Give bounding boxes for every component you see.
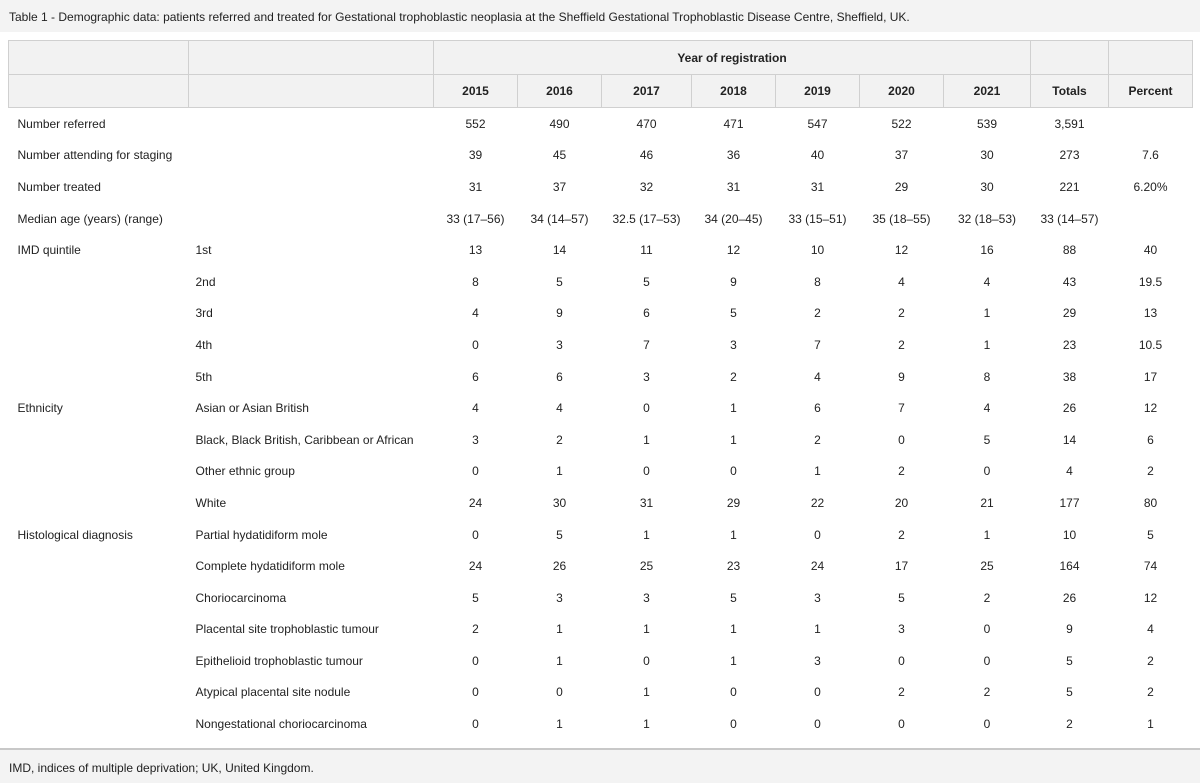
- percent-cell: 2: [1147, 653, 1154, 668]
- year-value-cell: 1: [556, 464, 563, 479]
- row-subcategory-cell: Placental site trophoblastic tumour: [195, 622, 379, 637]
- row-category-cell: [9, 329, 189, 361]
- year-value-cell: 25: [639, 559, 654, 574]
- year-value-cell: 2: [898, 464, 905, 479]
- year-header: 2016: [518, 75, 602, 108]
- percent-cell: 17: [1143, 369, 1158, 384]
- year-value-cell: 3: [643, 369, 650, 384]
- year-value-cell: 10: [810, 243, 825, 258]
- header-blank-6: [189, 75, 434, 108]
- year-header: 2015: [434, 75, 518, 108]
- year-value-cell: 2: [814, 432, 821, 447]
- percent-cell: 7.6: [1142, 148, 1159, 163]
- year-value-cell: 0: [814, 685, 821, 700]
- year-value-cell: 4: [556, 401, 563, 416]
- percent-cell: 12: [1143, 401, 1158, 416]
- total-cell: 23: [1062, 337, 1077, 352]
- row-subcategory-cell: Nongestational choriocarcinoma: [195, 717, 367, 732]
- row-category-cell: [9, 266, 189, 298]
- row-category-cell: [9, 708, 189, 740]
- table-caption: Table 1 - Demographic data: patients referred and treated for Gestational trophoblastic neoplasia at the Sheffield Gestational Trophoblastic Disease Centre, Sheffield, UK.: [0, 0, 1200, 32]
- table-row: [9, 614, 1193, 646]
- total-cell: 33 (14–57): [1040, 211, 1099, 226]
- year-value-cell: 1: [814, 464, 821, 479]
- table-row: [9, 140, 1193, 172]
- year-value-cell: 24: [468, 495, 483, 510]
- year-value-cell: 0: [814, 527, 821, 542]
- year-value-cell: 34 (20–45): [704, 211, 763, 226]
- year-value-cell: 490: [549, 116, 570, 131]
- row-category-cell: [9, 550, 189, 582]
- year-value-cell: 0: [730, 464, 737, 479]
- year-value-cell: 0: [643, 653, 650, 668]
- row-subcategory-cell: 2nd: [195, 274, 216, 289]
- year-value-cell: 24: [468, 559, 483, 574]
- year-header: 2018: [692, 75, 776, 108]
- year-value-cell: 1: [730, 653, 737, 668]
- year-value-cell: 8: [983, 369, 991, 384]
- percent-cell: 1: [1147, 717, 1154, 732]
- year-value-cell: 20: [894, 495, 909, 510]
- year-value-cell: 1: [556, 622, 563, 637]
- year-value-cell: 24: [810, 559, 825, 574]
- year-value-cell: 1: [643, 717, 650, 732]
- year-value-cell: 4: [983, 401, 991, 416]
- year-value-cell: 16: [980, 243, 994, 258]
- table-row: [9, 487, 1193, 519]
- year-value-cell: 5: [556, 274, 563, 289]
- row-subcategory-cell: Atypical placental site nodule: [195, 685, 351, 700]
- row-subcategory-cell: Epithelioid trophoblastic tumour: [195, 653, 363, 668]
- year-header: 2017: [602, 75, 692, 108]
- row-subcategory-cell: Asian or Asian British: [195, 401, 309, 416]
- row-category-cell: Number attending for staging: [17, 148, 173, 163]
- year-value-cell: 0: [983, 464, 991, 479]
- year-value-cell: 1: [983, 337, 991, 352]
- row-category-cell: Ethnicity: [17, 401, 63, 416]
- year-value-cell: 5: [643, 274, 650, 289]
- year-value-cell: 46: [639, 148, 654, 163]
- total-cell: 177: [1059, 495, 1080, 510]
- header-blank-3: [1031, 41, 1109, 75]
- year-value-cell: 21: [980, 495, 994, 510]
- year-value-cell: 1: [643, 622, 650, 637]
- year-value-cell: 1: [983, 527, 991, 542]
- total-cell: 14: [1062, 432, 1077, 447]
- year-value-cell: 0: [983, 622, 991, 637]
- year-value-cell: 36: [726, 148, 741, 163]
- year-value-cell: 0: [472, 717, 479, 732]
- year-value-cell: 45: [552, 148, 567, 163]
- total-cell: 221: [1059, 179, 1080, 194]
- row-subcategory-cell: [189, 140, 434, 172]
- year-value-cell: 0: [472, 527, 479, 542]
- total-cell: 273: [1059, 148, 1080, 163]
- table-container: [8, 40, 1192, 740]
- year-value-cell: 1: [730, 622, 737, 637]
- demographic-table: [8, 40, 1193, 740]
- year-value-cell: 4: [472, 306, 479, 321]
- table-row: [9, 329, 1193, 361]
- table-row: [9, 708, 1193, 740]
- row-category-cell: IMD quintile: [17, 243, 81, 258]
- year-value-cell: 3: [556, 590, 563, 605]
- year-value-cell: 5: [983, 432, 991, 447]
- year-value-cell: 5: [730, 306, 737, 321]
- total-cell: 2: [1066, 717, 1073, 732]
- row-category-cell: [9, 582, 189, 614]
- total-cell: 5: [1066, 685, 1073, 700]
- year-value-cell: 2: [814, 306, 821, 321]
- year-value-cell: 2: [472, 622, 479, 637]
- total-cell: 88: [1062, 243, 1077, 258]
- year-value-cell: 29: [726, 495, 741, 510]
- row-category-cell: [9, 361, 189, 393]
- year-value-cell: 2: [983, 590, 991, 605]
- header-blank-5: [9, 75, 189, 108]
- row-category-cell: [9, 487, 189, 519]
- year-header: 2019: [776, 75, 860, 108]
- year-value-cell: 8: [472, 274, 479, 289]
- year-value-cell: 0: [898, 432, 905, 447]
- year-value-cell: 37: [552, 179, 567, 194]
- percent-cell: 4: [1147, 622, 1154, 637]
- row-category-cell: [9, 645, 189, 677]
- year-value-cell: 6: [556, 369, 563, 384]
- row-subcategory-cell: Black, Black British, Caribbean or African: [195, 432, 414, 447]
- year-value-cell: 17: [894, 559, 909, 574]
- year-value-cell: 32: [639, 179, 654, 194]
- year-value-cell: 31: [639, 495, 654, 510]
- row-subcategory-cell: [189, 108, 434, 140]
- row-category-cell: Number treated: [17, 179, 101, 194]
- total-cell: 38: [1062, 369, 1077, 384]
- year-header: 2020: [860, 75, 944, 108]
- table-row: [9, 266, 1193, 298]
- year-value-cell: 547: [807, 116, 828, 131]
- table-row: [9, 171, 1193, 203]
- year-value-cell: 22: [810, 495, 825, 510]
- table-row: [9, 392, 1193, 424]
- total-cell: 29: [1062, 306, 1077, 321]
- row-subcategory-cell: [189, 171, 434, 203]
- percent-cell: [1109, 203, 1193, 235]
- year-value-cell: 40: [810, 148, 825, 163]
- table-row: [9, 582, 1193, 614]
- year-value-cell: 0: [730, 717, 737, 732]
- percent-cell: 10.5: [1138, 337, 1163, 352]
- totals-header: Totals: [1031, 75, 1109, 108]
- percent-cell: 19.5: [1138, 274, 1163, 289]
- year-value-cell: 1: [556, 653, 563, 668]
- year-value-cell: 25: [980, 559, 994, 574]
- year-value-cell: 32.5 (17–53): [612, 211, 681, 226]
- percent-cell: 6.20%: [1133, 179, 1168, 194]
- table-row: [9, 203, 1193, 235]
- table-footnote: IMD, indices of multiple deprivation; UK, United Kingdom.: [0, 750, 1200, 783]
- year-value-cell: 3: [814, 590, 821, 605]
- table-row: [9, 234, 1193, 266]
- year-value-cell: 3: [556, 337, 563, 352]
- year-value-cell: 470: [636, 116, 657, 131]
- year-value-cell: 37: [894, 148, 909, 163]
- table-row: [9, 456, 1193, 488]
- year-value-cell: 6: [814, 401, 821, 416]
- percent-cell: 13: [1143, 306, 1158, 321]
- year-value-cell: 9: [556, 306, 563, 321]
- year-value-cell: 2: [898, 685, 905, 700]
- year-value-cell: 31: [726, 179, 741, 194]
- year-value-cell: 9: [730, 274, 737, 289]
- percent-cell: 40: [1143, 243, 1158, 258]
- year-value-cell: 1: [730, 432, 737, 447]
- table-row: [9, 645, 1193, 677]
- row-subcategory-cell: 3rd: [195, 306, 213, 321]
- year-value-cell: 4: [983, 274, 991, 289]
- row-subcategory-cell: 4th: [195, 337, 213, 352]
- year-value-cell: 0: [814, 717, 821, 732]
- year-of-registration-header: Year of registration: [434, 41, 1031, 75]
- year-value-cell: 522: [891, 116, 912, 131]
- table-body: [9, 108, 1193, 740]
- year-value-cell: 5: [472, 590, 479, 605]
- year-value-cell: 2: [730, 369, 737, 384]
- table-row: [9, 108, 1193, 140]
- row-category-cell: Histological diagnosis: [17, 527, 133, 542]
- year-value-cell: 0: [472, 464, 479, 479]
- year-value-cell: 14: [552, 243, 567, 258]
- year-value-cell: 6: [472, 369, 479, 384]
- total-cell: 43: [1062, 274, 1077, 289]
- year-value-cell: 0: [556, 685, 563, 700]
- year-value-cell: 13: [468, 243, 483, 258]
- row-subcategory-cell: 5th: [195, 369, 213, 384]
- year-value-cell: 7: [814, 337, 821, 352]
- year-value-cell: 3: [814, 653, 821, 668]
- year-value-cell: 34 (14–57): [530, 211, 589, 226]
- year-value-cell: 4: [472, 401, 479, 416]
- percent-cell: 2: [1147, 464, 1154, 479]
- year-value-cell: 3: [730, 337, 737, 352]
- percent-cell: 12: [1143, 590, 1158, 605]
- percent-cell: 2: [1147, 685, 1154, 700]
- row-category-cell: Number referred: [17, 116, 106, 131]
- year-value-cell: 31: [468, 179, 483, 194]
- year-value-cell: 39: [468, 148, 483, 163]
- year-value-cell: 1: [730, 401, 737, 416]
- year-value-cell: 33 (17–56): [446, 211, 505, 226]
- year-value-cell: 0: [643, 464, 650, 479]
- year-value-cell: 0: [983, 653, 991, 668]
- year-value-cell: 0: [472, 685, 479, 700]
- year-value-cell: 5: [730, 590, 737, 605]
- year-value-cell: 1: [983, 306, 991, 321]
- year-value-cell: 8: [814, 274, 821, 289]
- year-value-cell: 0: [730, 685, 737, 700]
- row-category-cell: [9, 456, 189, 488]
- row-subcategory-cell: Partial hydatidiform mole: [195, 527, 328, 542]
- year-value-cell: 0: [472, 653, 479, 668]
- table-row: [9, 519, 1193, 551]
- header-blank-4: [1109, 41, 1193, 75]
- table-header: [9, 41, 1193, 108]
- year-value-cell: 4: [898, 274, 905, 289]
- year-value-cell: 2: [898, 306, 905, 321]
- year-value-cell: 1: [643, 685, 650, 700]
- percent-cell: 5: [1147, 527, 1154, 542]
- row-subcategory-cell: Choriocarcinoma: [195, 590, 287, 605]
- row-category-cell: [9, 677, 189, 709]
- percent-cell: 80: [1143, 495, 1158, 510]
- year-value-cell: 30: [980, 179, 994, 194]
- row-category-cell: [9, 298, 189, 330]
- row-subcategory-cell: Complete hydatidiform mole: [195, 559, 345, 574]
- total-cell: 26: [1062, 401, 1077, 416]
- year-value-cell: 4: [814, 369, 821, 384]
- total-cell: 164: [1059, 559, 1080, 574]
- year-value-cell: 23: [726, 559, 741, 574]
- year-value-cell: 2: [983, 685, 991, 700]
- percent-header: Percent: [1109, 75, 1193, 108]
- year-value-cell: 32 (18–53): [957, 211, 1017, 226]
- year-value-cell: 33 (15–51): [788, 211, 847, 226]
- year-value-cell: 1: [643, 527, 650, 542]
- row-subcategory-cell: [189, 203, 434, 235]
- year-value-cell: 2: [556, 432, 563, 447]
- year-value-cell: 2: [898, 337, 905, 352]
- row-category-cell: Median age (years) (range): [17, 211, 163, 226]
- total-cell: 10: [1062, 527, 1077, 542]
- row-subcategory-cell: White: [195, 495, 227, 510]
- year-value-cell: 30: [552, 495, 567, 510]
- year-value-cell: 0: [983, 717, 991, 732]
- year-value-cell: 1: [643, 432, 650, 447]
- table-row: [9, 361, 1193, 393]
- row-category-cell: [9, 424, 189, 456]
- year-value-cell: 29: [894, 179, 909, 194]
- year-value-cell: 7: [643, 337, 650, 352]
- year-value-cell: 471: [723, 116, 744, 131]
- year-value-cell: 5: [898, 590, 905, 605]
- year-value-cell: 1: [814, 622, 821, 637]
- table-row: [9, 298, 1193, 330]
- year-value-cell: 12: [726, 243, 741, 258]
- total-cell: 26: [1062, 590, 1077, 605]
- header-blank-1: [9, 41, 189, 75]
- year-value-cell: 26: [552, 559, 567, 574]
- year-value-cell: 0: [898, 653, 905, 668]
- row-category-cell: [9, 614, 189, 646]
- row-subcategory-cell: Other ethnic group: [195, 464, 295, 479]
- year-value-cell: 11: [640, 243, 653, 258]
- year-value-cell: 3: [898, 622, 905, 637]
- year-value-cell: 1: [730, 527, 737, 542]
- year-value-cell: 7: [898, 401, 905, 416]
- year-value-cell: 9: [898, 369, 905, 384]
- year-value-cell: 539: [976, 116, 998, 131]
- total-cell: 4: [1066, 464, 1073, 479]
- year-value-cell: 0: [472, 337, 479, 352]
- total-cell: 3,591: [1054, 116, 1085, 131]
- year-value-cell: 1: [556, 717, 563, 732]
- year-value-cell: 12: [894, 243, 909, 258]
- year-value-cell: 0: [898, 717, 905, 732]
- year-value-cell: 3: [643, 590, 650, 605]
- year-value-cell: 6: [643, 306, 650, 321]
- year-value-cell: 35 (18–55): [872, 211, 931, 226]
- total-cell: 5: [1066, 653, 1073, 668]
- year-value-cell: 2: [898, 527, 905, 542]
- year-value-cell: 552: [465, 116, 486, 131]
- percent-cell: 74: [1143, 559, 1158, 574]
- year-value-cell: 3: [472, 432, 479, 447]
- total-cell: 9: [1066, 622, 1073, 637]
- year-header: 2021: [944, 75, 1031, 108]
- year-value-cell: 0: [643, 401, 650, 416]
- table-row: [9, 424, 1193, 456]
- table-row: [9, 550, 1193, 582]
- percent-cell: 6: [1147, 432, 1154, 447]
- percent-cell: [1109, 108, 1193, 140]
- year-value-cell: 31: [810, 179, 825, 194]
- year-value-cell: 5: [556, 527, 563, 542]
- year-value-cell: 30: [980, 148, 994, 163]
- row-subcategory-cell: 1st: [195, 243, 212, 258]
- table-row: [9, 677, 1193, 709]
- header-blank-2: [189, 41, 434, 75]
